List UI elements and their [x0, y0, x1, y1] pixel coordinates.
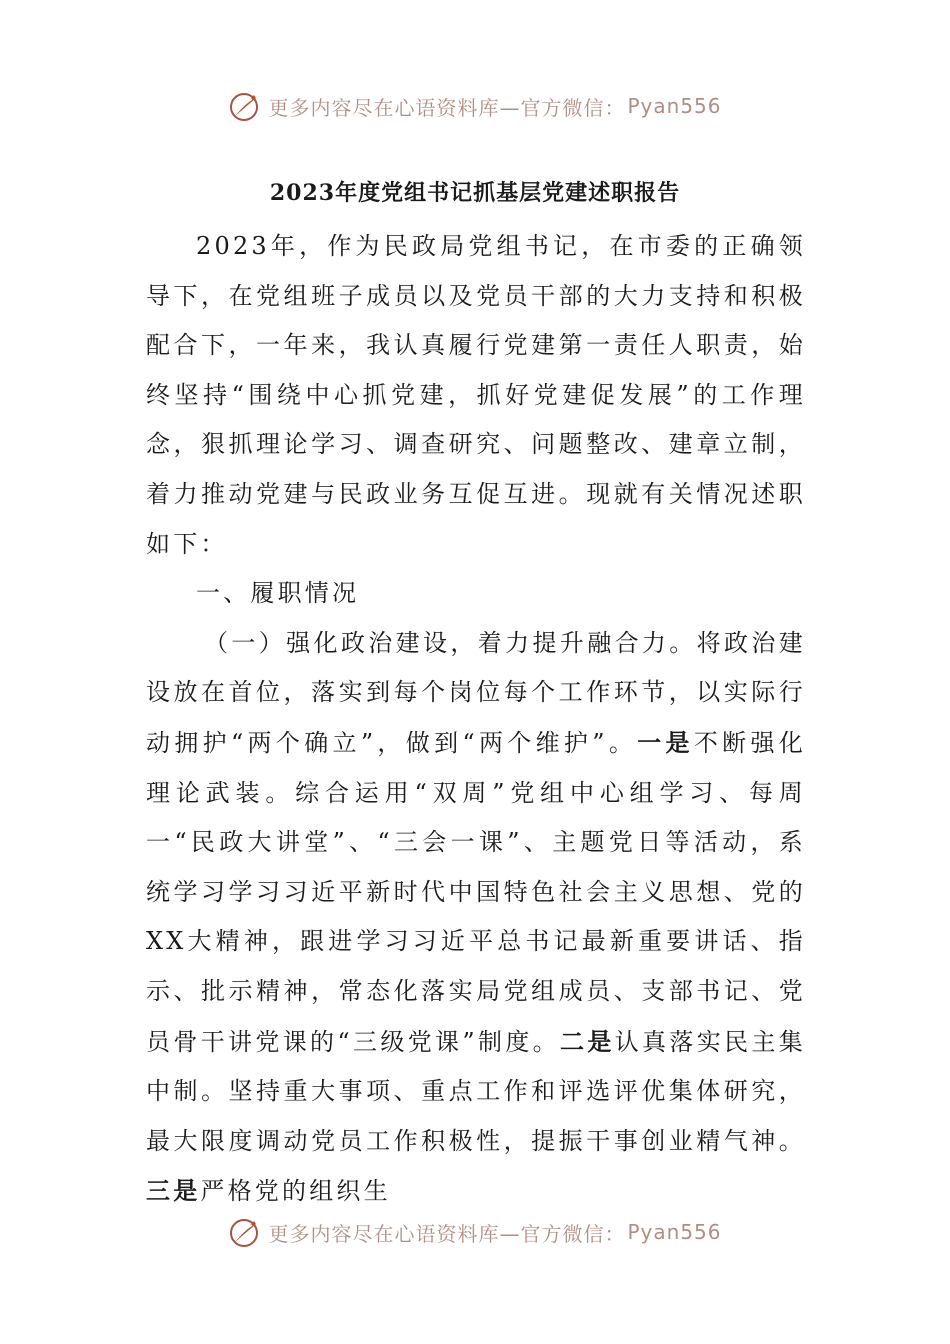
- watermark-footer: [0, 1212, 950, 1252]
- document-body: [146, 222, 806, 1217]
- quill-logo-icon: [228, 89, 262, 123]
- watermark-text: 更多内容尽在心语资料库—官方微信：: [268, 1221, 626, 1246]
- marker-first: 一是: [637, 727, 694, 757]
- watermark-text: 更多内容尽在心语资料库—官方微信：: [268, 95, 626, 120]
- quill-logo-icon: [228, 1215, 262, 1249]
- subsection-paragraph: [146, 619, 806, 1217]
- watermark-header: [0, 86, 950, 126]
- section-heading: 一、履职情况: [196, 579, 360, 608]
- document-title: 2023年度党组书记抓基层党建述职报告: [269, 180, 681, 206]
- marker-second: 二是: [560, 1026, 615, 1056]
- marker-third: 三是: [146, 1176, 201, 1206]
- watermark-id: Pyan556: [627, 1220, 722, 1244]
- point-third-text: 严格党的组织生: [200, 1177, 391, 1206]
- point-first-text: 不断强化理论武装。综合运用“双周”党组中心组学习、每周一“民政大讲堂”、“三会一课”、主题党日等活动，系统学习学习习近平新时代中国特色社会主义思想、党的XX大精神，跟进学习习近平总书记最新重要讲话、指示、批示精神，常态化落实局党组成员、支部书记、党员骨干讲党课的“三级党课”制度。: [146, 728, 806, 1056]
- point-second-text: 认真落实民主集中制。坚持重大事项、重点工作和评选评优集体研究，最大限度调动党员工作积极性，提振干事创业精气神。: [146, 1027, 806, 1155]
- intro-paragraph: 2023年，作为民政局党组书记，在市委的正确领导下，在党组班子成员以及党员干部的大力支持和积极配合下，一年来，我认真履行党建第一责任人职责，始终坚持“围绕中心抓党建，抓好党建促发展”的工作理念，狠抓理论学习、调查研究、问题整改、建章立制，着力推动党建与民政业务互促互进。现就有关情况述职如下：: [146, 232, 806, 558]
- subsection-lead: （一）强化政治建设，着力提升融合力。将政治建设放在首位，落实到每个岗位每个工作环节，以实际行动拥护“两个确立”，做到“两个维护”。: [146, 628, 806, 757]
- watermark-id: Pyan556: [627, 94, 722, 118]
